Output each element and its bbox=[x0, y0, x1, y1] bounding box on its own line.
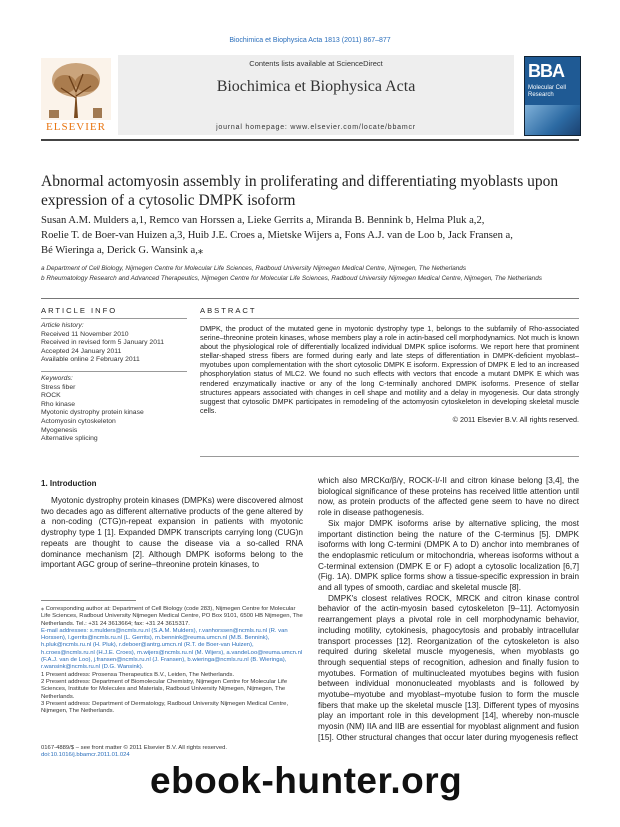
keywords bbox=[41, 375, 187, 444]
abstract-body bbox=[200, 324, 579, 424]
affiliation-b: b Rheumatology Research and Advanced Therapeutics, Nijmegen Centre for Molecular Life Sciences, Radboud University Nijmegen Medical Centre, Nijmegen, The Netherlands bbox=[41, 275, 542, 282]
keyword-item: ROCK bbox=[41, 392, 61, 400]
header-divider bbox=[41, 139, 579, 141]
history-item: Received 11 November 2010 bbox=[41, 330, 129, 338]
journal-cover-thumbnail bbox=[524, 56, 581, 136]
article-title: Abnormal actomyosin assembly in proliferating and differentiating myoblasts upon expression of a cytosolic DMPK isoform bbox=[41, 173, 559, 209]
journal-reference-link[interactable]: Biochimica et Biophysica Acta 1813 (2011) 867–877 bbox=[229, 37, 391, 44]
authors-line-1: Susan A.M. Mulders a,1, Remco van Horssen a, Lieke Gerrits a, Miranda B. Bennink b, Helma Pluk a,2, bbox=[41, 215, 485, 226]
journal-title: Biochimica et Biophysica Acta bbox=[216, 78, 416, 95]
keyword-item: Alternative splicing bbox=[41, 435, 98, 443]
keyword-item: Rho kinase bbox=[41, 400, 76, 408]
keyword-item: Myotonic dystrophy protein kinase bbox=[41, 409, 144, 417]
journal-homepage[interactable]: journal homepage: www.elsevier.com/locate/bbamcr bbox=[216, 124, 416, 131]
abstract-copyright: © 2011 Elsevier B.V. All rights reserved. bbox=[452, 414, 579, 424]
history-item: Received in revised form 5 January 2011 bbox=[41, 339, 165, 347]
elsevier-wordmark: ELSEVIER bbox=[46, 121, 106, 133]
footnote-3: 3 Present address: Department of Dermatology, Radboud University Nijmegen Medical Centre, Nijmegen, The Netherlands. bbox=[41, 700, 289, 715]
front-matter-info bbox=[41, 745, 303, 760]
article-history bbox=[41, 322, 187, 365]
keyword-item: Myogenesis bbox=[41, 426, 78, 434]
article-info-heading: ARTICLE INFO bbox=[41, 306, 118, 315]
paragraph: Myotonic dystrophy protein kinases (DMPKs) were discovered almost two decades ago as different alternative products of the gene altered by a non-coding (CTG)n-repeat expansion in patients with myotonic dystrophy type 1 [1]. Expanded DMPK transcripts carrying long (CUG)n repeats are thought to cause the disease via a so-called RNA dominance mechanism [2]. Although DMPK isoforms belong to the important AGC group of serine–threonine protein kinases, to bbox=[41, 496, 303, 570]
abstract-heading: ABSTRACT bbox=[200, 306, 257, 315]
issn-line: 0167-4889/$ – see front matter © 2011 Elsevier B.V. All rights reserved. bbox=[41, 745, 228, 751]
affiliation-a: a Department of Cell Biology, Nijmegen Centre for Molecular Life Sciences, Radboud University Nijmegen Medical Centre, Nijmegen, The Netherlands bbox=[41, 265, 467, 272]
doi-link[interactable]: doi:10.1016/j.bbamcr.2011.01.024 bbox=[41, 752, 130, 759]
footnote-rule bbox=[41, 600, 136, 601]
footnote-2: 2 Present address: Department of Biomolecular Chemistry, Nijmegen Centre for Molecular Life Sciences, Institute for Molecules and Materials, Radboud University Nijmegen, Nijmegen, The Netherlands. bbox=[41, 678, 288, 700]
keywords-rule bbox=[41, 371, 187, 372]
abstract-text: DMPK, the product of the mutated gene in myotonic dystrophy type 1, belongs to the subfamily of Rho-associated serine–threonine protein kinases, whose members play a role in actin-based cell morphodynamics. Not much is known about the physiological role of differentially localized individual DMPK splice isoforms. We report here that prominent stellar-shaped stress fibers are formed during early and late steps of differentiation in DMPK-deficient myoblast–myotubes upon complementation with the short cytosolic DMPK E isoform. Expression of DMPK E led to an increased phosphorylation status of MLC2. We found no such effects with vectors that encode a mutant DMPK E which was rendered enzymatically inactive or any of the long C-terminally anchored DMPK isoforms. Presence of stellar structures appears associated with changes in cell shape and motility and a delay in myogenesis. Our data strongly suggest that cytosolic DMPK participates in remodeling of the actomyosin cytoskeleton in developing skeletal muscle cells. bbox=[200, 324, 579, 415]
contents-line[interactable]: Contents lists available at ScienceDirect bbox=[249, 59, 383, 68]
cover-subtitle: Molecular Cell Research bbox=[528, 85, 567, 98]
cover-title: BBA bbox=[528, 61, 564, 81]
paragraph: Six major DMPK isoforms arise by alternative splicing, the most important distinction being the nature of the C-terminus [5]. DMPK isoforms with long C-termini (DMPK A to D) anchor into membranes of the endoplasmic reticulum or mitochondria, whereas isoforms without a C-terminal extension (DMPK E or F) adopt a cytosolic localization [6,7] (Fig. 1A). DMPK splice forms show a tissue-specific expression in brain and all types of smooth, cardiac and skeletal muscle [8]. bbox=[318, 518, 579, 593]
email-addresses[interactable]: E-mail addresses: s.mulders@ncmls.ru.nl (S.A.M. Mulders), r.vanhorssen@ncmls.ru.nl (R. van Horssen), l.gerrits@ncmls.ru.nl (L. Gerrits), m.bennink@reuma.umcn.nl (M.B. Bennink), h.pluk@ncmls.ru.nl (H. Pluk), r.deboer@antrg.umcn.nl (R.T. de Boer-van Huizen), h.croes@ncmls.ru.nl (H.J.E. Croes), m.wijers@ncmls.ru.nl (M. Wijers), a.vandeLoo@reuma.umcn.nl (F.A.J. van de Loo), j.fransen@ncmls.ru.nl (J. Fransen), b.wieringa@ncmls.ru.nl (B. Wieringa), r.wansink@ncmls.ru.nl (D.G. Wansink). bbox=[41, 627, 303, 671]
keyword-item: Stress fiber bbox=[41, 383, 76, 391]
introduction-heading: 1. Introduction bbox=[41, 479, 97, 488]
corresponding-author-note: ⁎ Corresponding author at: Department of Cell Biology (code 283), Nijmegen Centre for Molecular Life Sciences, Radboud University Nijmegen Medical Centre, PO Box 9101, 6500 HB Nijmegen, The Netherlands. Tel.: +31 24 3613664; fax: +31 24 3615317. bbox=[41, 606, 303, 627]
body-column-left bbox=[41, 496, 303, 571]
body-column-right bbox=[318, 476, 579, 744]
paragraph: which also MRCKα/β/γ, ROCK-I/-II and citron kinase belong [3,4], the biological significance of these proteins has received little attention until now, as protein products of the affected gene seem to have no direct role in disease pathogenesis. bbox=[318, 476, 579, 518]
abstract-rule bbox=[200, 318, 579, 319]
paragraph: DMPK's closest relatives ROCK, MRCK and citron kinase control behavior of the actin-myosin based cytoskeleton [9–11]. Actomyosin rearrangement plays a pivotal role in cell morphodynamic behavior, including motility, cytokinesis, phagocytosis and probably intracellular transport processes [12]. Reorganization of the cytoskeleton is also required during skeletal muscle myogenesis, when myoblasts go through sequential steps of recognition, adhesion and finally fusion to myotubes. Formation of multinucleated myotubes begins with fusion between individual mononucleated myoblasts and is followed by myotube–myotube and myoblast–myotube fusion to form the muscle fibers that make up the skeletal muscle [13]. Different types of myosins play an important role in this development [14], whereby non-muscle myosin (NM) IIA and IIB are essential for myoblast alignment and fusion [15]. Other structural changes that occur later during myogenesis reflect bbox=[318, 593, 579, 742]
author-list bbox=[41, 213, 579, 258]
history-item: Available online 2 February 2011 bbox=[41, 356, 140, 364]
section-divider bbox=[41, 298, 579, 299]
watermark-text: ebook-hunter.org bbox=[150, 760, 463, 801]
keywords-label: Keywords: bbox=[41, 375, 73, 382]
footnotes bbox=[41, 606, 303, 715]
authors-line-2: Roelie T. de Boer-van Huizen a,3, Huib J.E. Croes a, Mietske Wijers a, Fons A.J. van de Loo b, Jack Fransen a, bbox=[41, 230, 513, 241]
history-item: Accepted 24 January 2011 bbox=[41, 347, 122, 355]
article-info-rule bbox=[41, 318, 187, 319]
footnote-1: 1 Present address: Prosensa Therapeutics B.V., Leiden, The Netherlands. bbox=[41, 671, 235, 678]
keyword-item: Actomyosin cytoskeleton bbox=[41, 417, 116, 425]
authors-line-3: Bé Wieringa a, Derick G. Wansink a,⁎ bbox=[41, 245, 204, 256]
cover-artwork bbox=[525, 105, 580, 135]
history-label: Article history: bbox=[41, 322, 84, 329]
abstract-bottom-rule bbox=[200, 456, 579, 457]
